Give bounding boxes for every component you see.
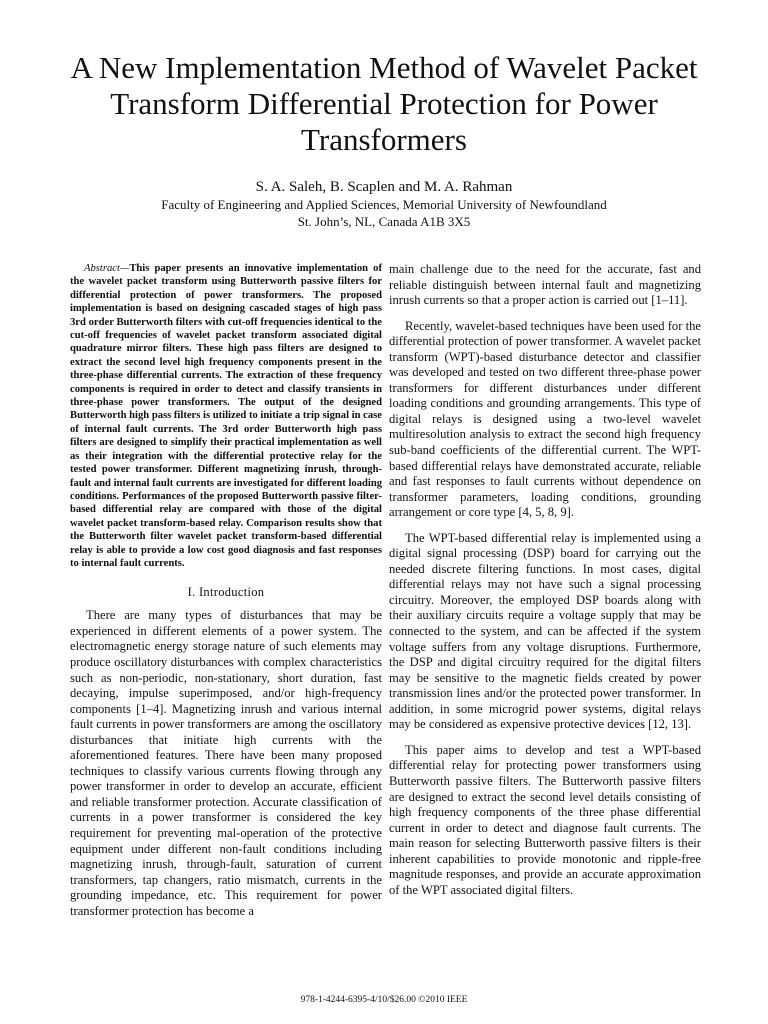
right-paragraph-3: The WPT-based differential relay is implemented using a digital signal processing (DSP) board for carrying out the needed discrete filtering functions. In most cases, digital differential relays may not have such a signal processing circuitry. Moreover, the employed DSP boards along with their auxiliary circuits require a voltage supply that may be connected to the system, and can be affected if the system voltage suffers from any voltage disruptions. Furthermore, the DSP and digital circuitry required for the digital filters may be sensitive to the magnetic fields created by power transmission lines and/or the protected power transformer. In addition, in some microgrid power systems, digital relays may be considered as expensive protective devices [12, 13].	[389, 530, 701, 732]
author-list: S. A. Saleh, B. Scaplen and M. A. Rahman	[255, 179, 513, 195]
right-paragraph-4: This paper aims to develop and test a WPT-based differential relay for protecting power transformers using Butterworth passive filters. The Butterworth passive filters are designed to extract the second level details consisting of high frequency components of the three phase differential current in order to detect and diagnose fault currents. The main reason for selecting Butterworth passive filters is their inherent capabilities to provide monotonic and ripple-free magnitude responses, and provide an accurate approximation of the WPT associated digital filters.	[389, 742, 701, 897]
abstract-text: This paper presents an innovative implementation of the wavelet packet transform using Butterworth passive filters for differential protection of power transformers. The proposed implementation is based on designing cascaded stages of high pass 3rd order Butterworth filters with cut-off frequencies identical to the cut-off frequencies of wavelet packet transform associated digital quadrature mirror filters. These high pass filters are designed to extract the second level high frequency components present in the three-phase differential currents. The extraction of these frequency components is required in order to detect and classify transients in three-phase power transformers. The output of the designed Butterworth high pass filters is utilized to initiate a trip signal in case of internal fault currents. The 3rd order Butterworth high pass filters are designed to simplify their practical implementation as well as their integration with the differential protective relay for the tested power transformer. Different magnetizing inrush, through-fault and internal fault currents are investigated for different loading conditions. Performances of the proposed Butterworth passive filter-based differential relay are compared with those of the digital wavelet packet transform-based relay. Comparison results show that the Butterworth filter wavelet packet transform-based differential relay is able to provide a low cost good diagnosis and fast responses to internal fault currents.	[70, 263, 383, 569]
right-paragraph-2: Recently, wavelet-based techniques have been used for the differential protection of power transformer. A wavelet packet transform (WPT)-based disturbance detector and classifier was developed and tested on two different three-phase power transformers for different disturbances under different loading conditions and grounding arrangements. This type of digital relays is designed using a two-level wavelet multiresolution analysis to extract the second high frequency sub-band coefficients of the differential current. The WPT-based differential relays have demonstrated accurate, reliable and fast responses to fault currents without dependence on transformer parameters, loading conditions, grounding arrangement or core type [4, 5, 8, 9].	[389, 318, 701, 520]
left-column	[70, 262, 382, 929]
abstract	[70, 262, 382, 570]
paper-title: A New Implementation Method of Wavelet Packet Transform Differential Protection for Power Transformers	[70, 50, 698, 157]
left-paragraph-1: There are many types of disturbances that may be experienced in different elements of a power system. The electromagnetic energy storage nature of such elements may produce oscillatory disturbances with complex characteristics such as non-periodic, non-stationary, short duration, fast decaying, impulse superimposed, and/or high-frequency components [1–4]. Magnetizing inrush and various internal fault currents in power transformers are among the oscillatory disturbances that initiate high currents with the aforementioned features. There have been many proposed techniques to classify various currents flowing through any power transformer in order to develop an accurate, efficient and reliable transformer protection. Accurate classification of currents in a power transformer is considered the key requirement for preventing mal-operation of the protective equipment under different non-fault conditions including magnetizing inrush, through-fault, saturation of current transformers, tap changers, ratio mismatch, currents in the grounding impedance, etc. This requirement for power transformer protection has become a	[70, 608, 382, 918]
right-paragraph-1: main challenge due to the need for the accurate, fast and reliable distinguish between internal fault and magnetizing inrush currents so that a proper action is carried out [1–11].	[389, 262, 701, 308]
copyright-footer: 978-1-4244-6395-4/10/$26.00 ©2010 IEEE	[300, 995, 468, 1005]
affiliation-line-2: St. John’s, NL, Canada A1B 3X5	[297, 214, 471, 229]
section-heading-introduction: I. Introduction	[187, 585, 265, 600]
affiliation	[0, 196, 768, 230]
affiliation-line-1: Faculty of Engineering and Applied Sciences, Memorial University of Newfoundland	[161, 197, 607, 212]
abstract-label: Abstract—	[84, 263, 130, 274]
right-column	[389, 262, 701, 908]
